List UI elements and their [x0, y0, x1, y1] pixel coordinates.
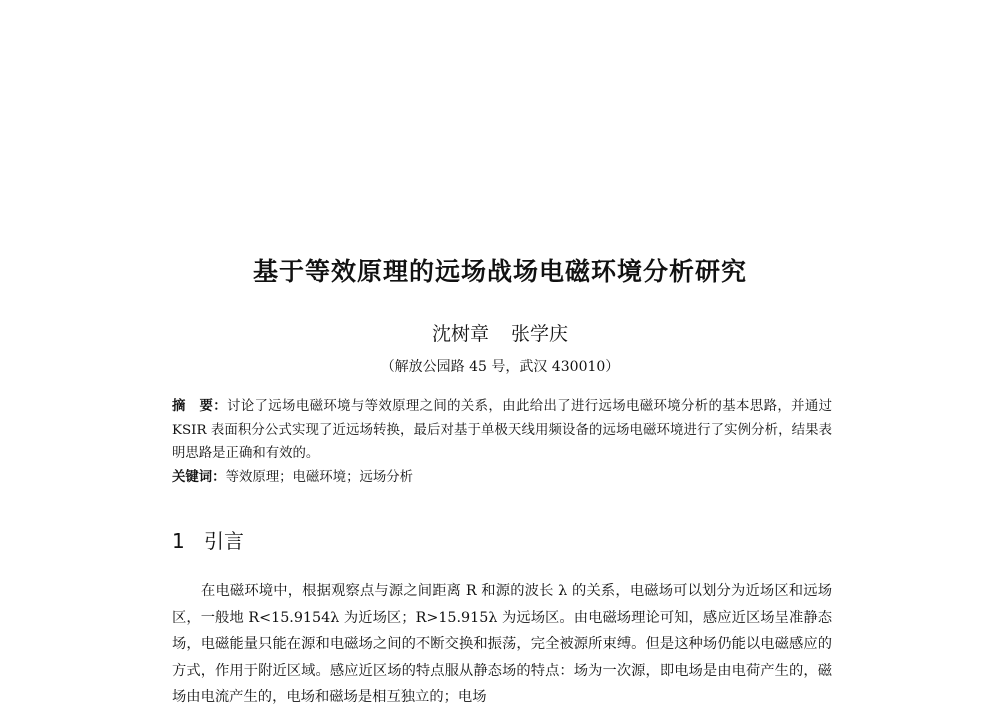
- abstract-text: 讨论了远场电磁环境与等效原理之间的关系，由此给出了进行远场电磁环境分析的基本思路，并通过 KSIR 表面积分公式实现了近远场转换，最后对基于单极天线用频设备的远场电磁环境进行了实例分析，结果表明思路是正确和有效的。: [172, 399, 832, 461]
- author-list: [0, 319, 1000, 346]
- section-heading: [172, 525, 244, 554]
- paper-title: 基于等效原理的远场战场电磁环境分析研究: [252, 257, 747, 286]
- section-title: 引言: [204, 529, 244, 553]
- abstract-paragraph: [172, 395, 832, 466]
- keywords-line: [172, 466, 832, 490]
- abstract-label: 摘 要：: [172, 399, 228, 414]
- keywords-text: 等效原理；电磁环境；远场分析: [225, 469, 414, 485]
- section-number: 1: [172, 529, 185, 553]
- affiliation: （解放公园路 45 号，武汉 430010）: [380, 359, 620, 375]
- author-name: 沈树章: [431, 323, 489, 345]
- body-paragraph: 在电磁环境中，根据观察点与源之间距离 R 和源的波长 λ 的关系，电磁场可以划分为近场区和远场区，一般地 R<15.9154λ 为近场区；R>15.915λ 为远场区。由电磁场理论可知，感应近区场呈准静态场，电磁能量只能在源和电磁场之间的不断交换和振荡，完全被源所束缚。但是这种场仍能以电磁感应的方式，作用于附近区域。感应近区场的特点服从静态场的特点：场为一次源，即电场是由电荷产生的，磁场由电流产生的，电场和磁场是相互独立的；电场: [172, 583, 832, 705]
- abstract-block: [172, 395, 832, 489]
- author-name: 张学庆: [511, 323, 569, 345]
- keywords-label: 关键词：: [172, 469, 226, 485]
